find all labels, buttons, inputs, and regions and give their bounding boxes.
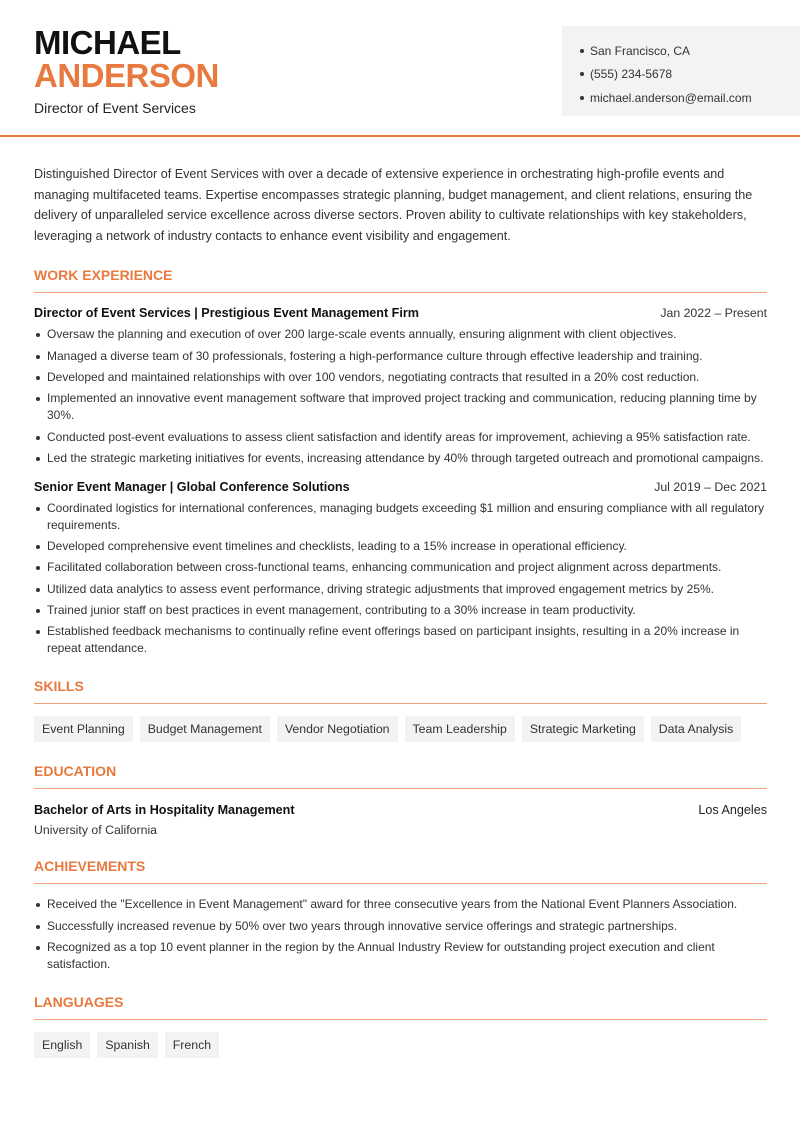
section-heading-education: EDUCATION bbox=[34, 763, 767, 789]
skill-tag: Team Leadership bbox=[405, 716, 515, 742]
job-bullets bbox=[34, 500, 767, 657]
section-heading-languages: LANGUAGES bbox=[34, 994, 767, 1020]
resume-header bbox=[0, 0, 800, 137]
language-tag: English bbox=[34, 1032, 90, 1058]
skill-tag: Data Analysis bbox=[651, 716, 742, 742]
language-tag: Spanish bbox=[97, 1032, 157, 1058]
skill-tag: Event Planning bbox=[34, 716, 133, 742]
job-bullet: Coordinated logistics for international conferences, managing budgets exceeding $1 million and ensuring compliance with all regulatory requirements. bbox=[34, 500, 767, 534]
skill-tag: Strategic Marketing bbox=[522, 716, 644, 742]
job-bullet: Utilized data analytics to assess event performance, driving strategic adjustments that improved engagement metrics by 25%. bbox=[34, 581, 767, 598]
section-heading-achievements: ACHIEVEMENTS bbox=[34, 858, 767, 884]
school: University of California bbox=[34, 823, 158, 838]
achievement-item: Successfully increased revenue by 50% over two years through innovative service offerings and strategic partnerships. bbox=[34, 918, 767, 935]
contact-phone: (555) 234-5678 bbox=[580, 63, 800, 87]
achievement-item: Received the "Excellence in Event Management" award for three consecutive years from the National Event Planners Association. bbox=[34, 896, 767, 913]
job-bullet: Led the strategic marketing initiatives for events, increasing attendance by 40% through targeted outreach and promotional campaigns. bbox=[34, 450, 767, 467]
contact-email[interactable]: michael.anderson@email.com bbox=[580, 86, 800, 110]
job-header bbox=[34, 306, 767, 320]
achievement-item: Recognized as a top 10 event planner in the region by the Annual Industry Review for outstanding project execution and client satisfaction. bbox=[34, 939, 767, 973]
job-bullet: Oversaw the planning and execution of over 200 large-scale events annually, ensuring alignment with client objectives. bbox=[34, 326, 767, 343]
section-heading-skills: SKILLS bbox=[34, 678, 767, 704]
contact-location: San Francisco, CA bbox=[580, 39, 800, 63]
job-title: Director of Event Services | Prestigious Event Management Firm bbox=[34, 306, 419, 321]
job-dates: Jul 2019 – Dec 2021 bbox=[654, 479, 767, 494]
job-dates: Jan 2022 – Present bbox=[660, 306, 767, 321]
job-bullet: Managed a diverse team of 30 professionals, fostering a high-performance culture through effective leadership and training. bbox=[34, 348, 767, 365]
first-name: MICHAEL bbox=[34, 24, 181, 61]
last-name: ANDERSON bbox=[34, 57, 219, 94]
skill-tag: Budget Management bbox=[140, 716, 270, 742]
skill-tag: Vendor Negotiation bbox=[277, 716, 398, 742]
education-entry bbox=[34, 803, 767, 817]
section-heading-work: WORK EXPERIENCE bbox=[34, 267, 767, 293]
contact-box bbox=[562, 26, 800, 116]
job-bullet: Developed comprehensive event timelines and checklists, leading to a 15% increase in operational efficiency. bbox=[34, 538, 767, 555]
degree: Bachelor of Arts in Hospitality Management bbox=[34, 803, 295, 818]
job-header bbox=[34, 480, 767, 494]
language-tag: French bbox=[165, 1032, 219, 1058]
job-bullet: Implemented an innovative event management software that improved project tracking and communication, reducing planning time by 30%. bbox=[34, 390, 767, 424]
education-location: Los Angeles bbox=[698, 803, 767, 818]
job-bullet: Conducted post-event evaluations to assess client satisfaction and identify areas for improvement, achieving a 95% satisfaction rate. bbox=[34, 429, 767, 446]
job-bullet: Developed and maintained relationships with over 100 vendors, negotiating contracts that resulted in a 20% cost reduction. bbox=[34, 369, 767, 386]
summary: Distinguished Director of Event Services with over a decade of extensive experience in orchestrating high-profile events and managing multifaceted teams. Expertise encompasses strategic planning, budget management, and client relations, ensuring the delivery of unparalleled service excellence across diverse sectors. Proven ability to cultivate relationships with key stakeholders, leveraging a network of industry contacts to enhance event visibility and engagement. bbox=[34, 167, 753, 243]
job-bullet: Trained junior staff on best practices in event management, contributing to a 30% increase in team productivity. bbox=[34, 602, 767, 619]
job-bullet: Established feedback mechanisms to continually refine event offerings based on participant insights, resulting in a 20% increase in repeat attendance. bbox=[34, 623, 767, 657]
job-title: Director of Event Services bbox=[34, 100, 196, 116]
job-bullet: Facilitated collaboration between cross-functional teams, enhancing communication and project alignment across departments. bbox=[34, 559, 767, 576]
job-title: Senior Event Manager | Global Conference Solutions bbox=[34, 479, 350, 494]
job-bullets bbox=[34, 326, 767, 466]
